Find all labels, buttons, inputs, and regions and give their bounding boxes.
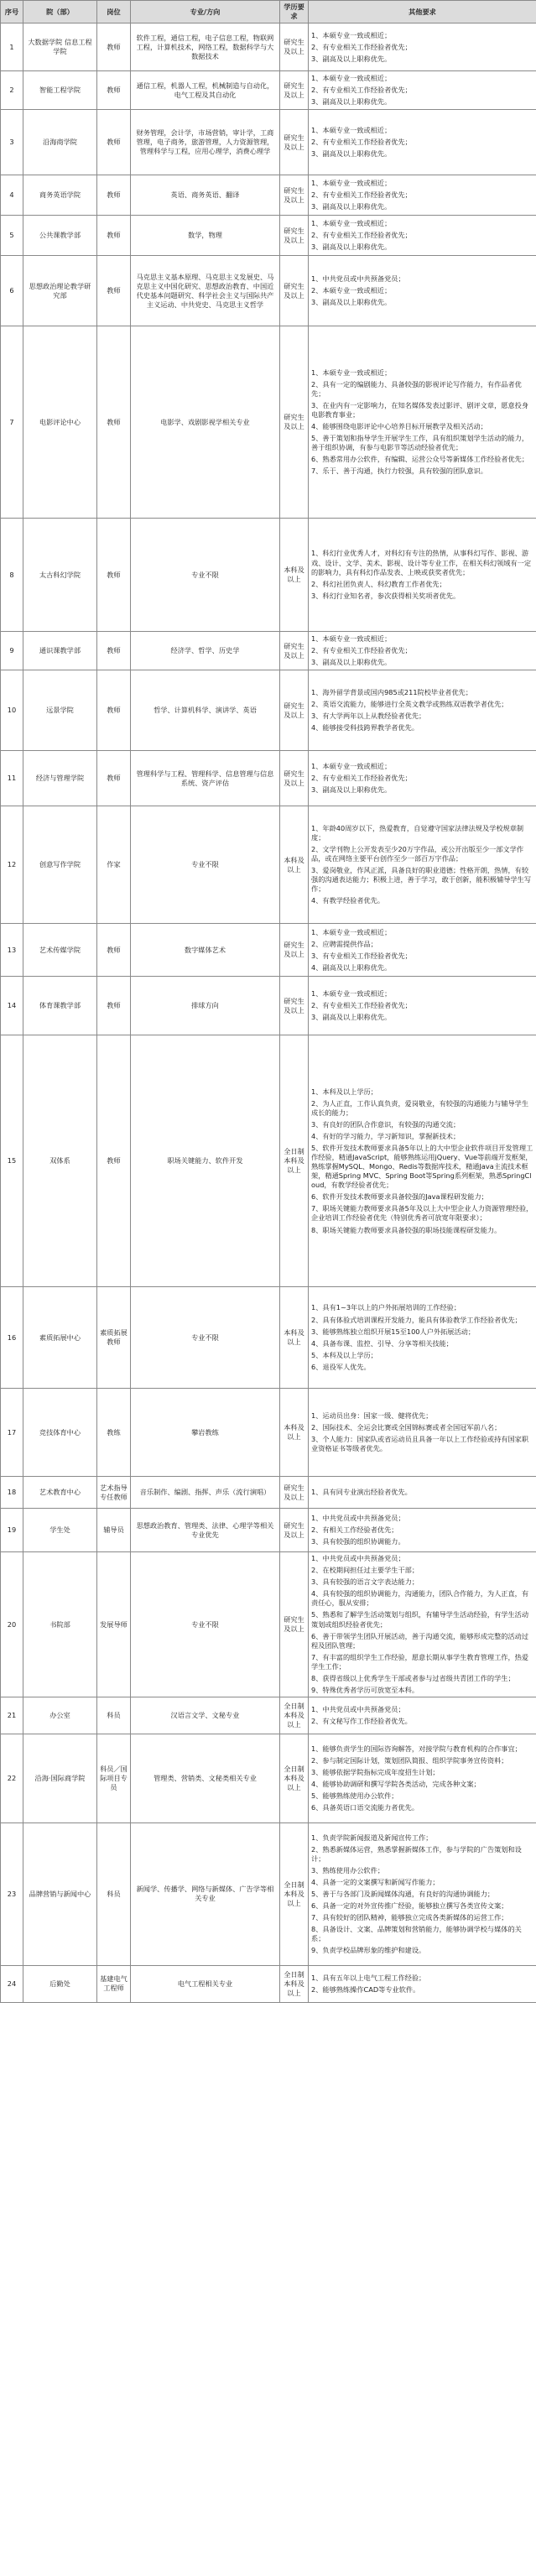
requirement-item: 3、副高及以上职称优先。 (311, 97, 392, 107)
requirement-item: 3、科幻行业知名者，参次获得相关奖项者优先。 (311, 591, 461, 600)
requirement-item: 1、中共党员或中共预备党员； (311, 1514, 405, 1523)
row-requirements (309, 632, 536, 670)
row-dept: 书院部 (23, 1552, 97, 1697)
row-requirements (309, 924, 536, 977)
row-dept: 思想政治理论教学研究部 (23, 256, 97, 326)
row-edu: 研究生及以上 (280, 175, 309, 216)
requirement-item: 1、具有1~3年以上的户外拓展培训的工作经验； (311, 1303, 461, 1312)
row-dept: 品牌营销与新闻中心 (23, 1822, 97, 1965)
row-major: 排球方向 (131, 977, 280, 1035)
table-header-row (1, 1, 536, 23)
row-post: 辅导员 (97, 1509, 131, 1552)
requirement-item: 1、科幻行业优秀人才，对科幻有专注的热情，从事科幻写作、影视、游戏、设计、文学、美术、影视、设计等专业工作，在相关科幻领域有一定的影响力，具有科幻作品发表、上映或获奖者优先； (311, 549, 532, 576)
row-no: 11 (1, 751, 23, 806)
row-requirements (309, 670, 536, 751)
requirement-item: 3、副高及以上职称优先。 (311, 242, 392, 252)
requirement-item: 1、本科及以上学历； (311, 1087, 377, 1096)
requirement-item: 7、乐于、善于沟通，执行力较强，具有较强的团队意识。 (311, 467, 487, 476)
requirement-item: 5、熟悉和了解学生活动策划与组织，有辅导学生活动经验，有学生活动策划或组织经验者优先； (311, 1610, 529, 1629)
row-edu: 全日制本科及以上 (280, 1965, 309, 2002)
row-dept: 学生处 (23, 1509, 97, 1552)
row-requirements (309, 175, 536, 216)
requirement-item: 2、具有体验式培训课程开发能力，能具有体验教学工作经验者优先； (311, 1315, 522, 1324)
row-edu: 研究生及以上 (280, 71, 309, 110)
requirement-item: 7、有丰富的组织学生工作经验，愿意长期从事学生教育管理工作，热爱学生工作； (311, 1652, 529, 1671)
requirement-item: 3、有大学两年以上从教经验者优先； (311, 712, 426, 721)
header-no: 序号 (1, 1, 23, 23)
row-major: 新闻学、传播学、网络与新媒体、广告学等相关专业 (131, 1822, 280, 1965)
requirement-item: 6、软件开发技术教师要求具备较强的Java课程研发能力； (311, 1192, 488, 1202)
row-post: 教师 (97, 751, 131, 806)
requirement-item: 1、负责学院新闻报道及新闻宣传工作； (311, 1833, 433, 1842)
row-edu: 全日制本科及以上 (280, 1035, 309, 1287)
requirement-item: 2、有专业相关工作经验者优先； (311, 646, 412, 655)
row-dept: 艺术传媒学院 (23, 924, 97, 977)
row-edu: 研究生及以上 (280, 23, 309, 71)
requirement-item: 1、运动员出身：国家一级、健将优先； (311, 1411, 433, 1420)
table-row (1, 175, 536, 216)
row-dept: 通识课教学部 (23, 632, 97, 670)
table-row (1, 1734, 536, 1822)
requirement-item: 6、具备英语口语交流能力者优先。 (311, 1803, 419, 1812)
requirement-item: 3、能够依据学院指标完成年度招生计划； (311, 1767, 440, 1776)
row-post: 教师 (97, 632, 131, 670)
requirement-item: 4、能够接受科技跨界教学者优先。 (311, 723, 419, 733)
requirement-item: 1、本硕专业一致或相近； (311, 989, 392, 999)
requirement-item: 7、具有较好的团队精神，能够独立完成各类新媒体的运营工作； (311, 1913, 508, 1922)
row-no: 21 (1, 1697, 23, 1734)
requirement-item: 3、爱岗敬业，作风正派，具备良好的职业道德；性格开朗，热情，有较强的沟通表达能力；积极上进，善于学习，敢于创新，能积极辅导学生写作； (311, 866, 532, 894)
requirement-item: 2、有专业相关工作经验者优先； (311, 231, 412, 240)
requirement-item: 3、副高及以上职称优先。 (311, 202, 392, 211)
requirement-item: 5、本科及以上学历； (311, 1350, 377, 1359)
row-no: 6 (1, 256, 23, 326)
row-major: 职场关键能力、软件开发 (131, 1035, 280, 1287)
row-requirements (309, 519, 536, 632)
requirement-item: 5、善于与各部门及新闻媒体沟通，有良好的沟通协调能力； (311, 1889, 495, 1898)
row-edu: 研究生及以上 (280, 751, 309, 806)
requirement-item: 1、具有同专业演出经验者优先。 (311, 1488, 412, 1497)
requirement-item: 9、特殊优秀者学历可放宽至本科。 (311, 1685, 419, 1694)
row-dept: 艺术教育中心 (23, 1477, 97, 1509)
requirement-item: 2、有专业相关工作经验者优先； (311, 42, 412, 51)
requirement-item: 3、个人能力：国家队或省运动员且具备一年以上工作经验或持有国家职业资格证书等级者优先。 (311, 1435, 529, 1453)
requirement-item: 8、获得省级以上优秀学生干部或者参与过省级共青团工作的学生； (311, 1673, 515, 1682)
table-row (1, 924, 536, 977)
row-major: 经济学、哲学、历史学 (131, 632, 280, 670)
row-no: 5 (1, 216, 23, 256)
row-no: 10 (1, 670, 23, 751)
row-major: 通信工程，机器人工程，机械制造与自动化，电气工程及其自动化 (131, 71, 280, 110)
requirement-item: 2、有专业相关工作经验者优先； (311, 86, 412, 95)
row-dept: 后勤处 (23, 1965, 97, 2002)
row-major: 专业不限 (131, 1552, 280, 1697)
row-dept: 竞技体育中心 (23, 1389, 97, 1477)
row-dept: 素质拓展中心 (23, 1287, 97, 1389)
requirement-item: 6、善于带领学生团队开展活动，善于沟通交流，能够形成完整的活动过程及团队管理； (311, 1631, 529, 1650)
requirement-item: 4、有好的学习能力，学习新知识，掌握新技术； (311, 1131, 461, 1140)
row-major: 马克思主义基本原理、马克思主义发展史、马克思主义中国化研究、思想政治教育、中国近代史基本问题研究、科学社会主义与国际共产主义运动、中共党史、马克思主义哲学 (131, 256, 280, 326)
requirement-item: 2、为人正直，工作认真负责，爱岗敬业，有较强的沟通能力与辅导学生成长的能力； (311, 1098, 529, 1117)
requirement-item: 2、有专业相关工作经验者优先； (311, 190, 412, 200)
requirement-item: 3、具有较强的组织协调能力。 (311, 1537, 405, 1546)
row-post: 教师 (97, 71, 131, 110)
row-no: 14 (1, 977, 23, 1035)
row-post: 教师 (97, 23, 131, 71)
row-dept: 公共课教学部 (23, 216, 97, 256)
row-dept: 太古科幻学院 (23, 519, 97, 632)
requirement-item: 3、熟练使用办公软件； (311, 1865, 385, 1875)
row-post: 作家 (97, 806, 131, 924)
requirement-item: 4、具备一定的文案撰写和新闻写作能力； (311, 1877, 440, 1886)
row-edu: 研究生及以上 (280, 1509, 309, 1552)
row-edu: 全日制本科及以上 (280, 1822, 309, 1965)
row-edu: 研究生及以上 (280, 1477, 309, 1509)
row-major: 管理类、营销类、文秘类相关专业 (131, 1734, 280, 1822)
table-row (1, 670, 536, 751)
requirement-item: 2、应聘需提供作品； (311, 939, 377, 948)
row-requirements (309, 71, 536, 110)
table-row (1, 216, 536, 256)
requirement-item: 1、本硕专业一致或相近； (311, 126, 392, 135)
requirement-item: 3、副高及以上职称优先。 (311, 1013, 392, 1022)
row-edu: 研究生及以上 (280, 632, 309, 670)
row-edu: 研究生及以上 (280, 977, 309, 1035)
row-major: 专业不限 (131, 1287, 280, 1389)
row-requirements (309, 1822, 536, 1965)
table-row (1, 806, 536, 924)
row-dept: 沿海商学院 (23, 110, 97, 175)
row-requirements (309, 256, 536, 326)
table-row (1, 1552, 536, 1697)
table-row (1, 110, 536, 175)
row-requirements (309, 23, 536, 71)
row-post: 教师 (97, 1035, 131, 1287)
row-post: 教师 (97, 670, 131, 751)
row-major: 汉语言文学、文秘专业 (131, 1697, 280, 1734)
requirement-item: 1、本硕专业一致或相近； (311, 30, 392, 39)
row-no: 2 (1, 71, 23, 110)
requirement-item: 6、熟悉常用办公软件，有编辑、运营公众号等新媒体工作经验者优先； (311, 455, 529, 464)
requirement-item: 4、具备布课、监控、引导、分享等相关技能； (311, 1338, 453, 1348)
requirement-item: 1、中共党员或中共预备党员； (311, 1554, 405, 1563)
row-dept: 远景学院 (23, 670, 97, 751)
table-row (1, 256, 536, 326)
row-requirements (309, 1389, 536, 1477)
row-no: 7 (1, 326, 23, 519)
table-row (1, 326, 536, 519)
row-requirements (309, 216, 536, 256)
requirement-item: 2、具有一定的编剧能力、具备较强的影视评论写作能力，有作品者优先； (311, 379, 522, 398)
requirement-item: 3、副高及以上职称优先。 (311, 54, 392, 63)
requirement-item: 2、能够熟练操作CAD等专业软件。 (311, 1984, 420, 1994)
requirement-item: 5、善于策划和指导学生开展学生工作，具有组织策划学生活动的能力，善于组织协调，有参与电影节等活动经验者优先； (311, 434, 529, 452)
requirement-item: 2、在校期间担任过主要学生干部； (311, 1566, 419, 1575)
row-post: 科员 (97, 1697, 131, 1734)
row-dept: 办公室 (23, 1697, 97, 1734)
table-row (1, 751, 536, 806)
header-reqs: 其他要求 (309, 1, 536, 23)
row-no: 16 (1, 1287, 23, 1389)
requirement-item: 4、有教学经验者优先。 (311, 896, 385, 905)
table-row (1, 632, 536, 670)
row-edu: 研究生及以上 (280, 256, 309, 326)
row-no: 15 (1, 1035, 23, 1287)
requirement-item: 1、本硕专业一致或相近； (311, 762, 392, 771)
row-dept: 电影评论中心 (23, 326, 97, 519)
row-dept: 双体系 (23, 1035, 97, 1287)
row-requirements (309, 1697, 536, 1734)
requirement-item: 1、中共党员或中共预备党员； (311, 274, 405, 284)
row-post: 教师 (97, 326, 131, 519)
row-requirements (309, 1477, 536, 1509)
requirement-item: 2、有文秘写作工作经验者优先。 (311, 1716, 412, 1725)
requirement-item: 2、有专业相关工作经验者优先； (311, 138, 412, 147)
table-body (1, 23, 536, 2003)
requirement-item: 2、有专业相关工作经验者优先； (311, 1001, 412, 1010)
requirement-item: 5、能够熟练使用办公软件； (311, 1791, 398, 1800)
row-major: 专业不限 (131, 519, 280, 632)
row-post: 科员／国际项目专员 (97, 1734, 131, 1822)
row-dept: 大数据学院 信息工程学院 (23, 23, 97, 71)
row-post: 教师 (97, 924, 131, 977)
row-no: 4 (1, 175, 23, 216)
header-dept: 院（部） (23, 1, 97, 23)
row-post: 发展导师 (97, 1552, 131, 1697)
requirement-item: 9、负责学校品牌形象的维护和建设。 (311, 1946, 426, 1955)
row-requirements (309, 806, 536, 924)
row-post: 教师 (97, 110, 131, 175)
header-post: 岗位 (97, 1, 131, 23)
requirement-item: 2、参与制定国际计划，策划团队简报、组织学院事务宣传资料； (311, 1755, 508, 1765)
row-major: 思想政治教育、管理类、法律、心理学等相关专业优先 (131, 1509, 280, 1552)
row-no: 23 (1, 1822, 23, 1965)
requirement-item: 6、退役军人优先。 (311, 1362, 371, 1371)
requirement-item: 7、职场关键能力教师要求具备5年及以上大中型企业人力资源管理经验，企业培训工作经验者优先（特别优秀者可放宽年限要求）； (311, 1204, 533, 1223)
requirement-item: 2、国际技术、全运会比赛或全国锦标赛或者全国冠军前八名； (311, 1423, 502, 1432)
requirement-item: 2、熟悉新媒体运营，熟悉掌握新媒体工作，参与学院的广告策划和设计； (311, 1844, 522, 1863)
row-no: 19 (1, 1509, 23, 1552)
row-major: 哲学、计算机科学、演讲学、英语 (131, 670, 280, 751)
row-no: 22 (1, 1734, 23, 1822)
row-edu: 研究生及以上 (280, 326, 309, 519)
row-requirements (309, 110, 536, 175)
row-no: 8 (1, 519, 23, 632)
row-requirements (309, 1287, 536, 1389)
requirement-item: 3、具有较强的语言文字表达能力； (311, 1577, 419, 1587)
table-row (1, 1965, 536, 2002)
row-edu: 全日制本科及以上 (280, 1734, 309, 1822)
requirement-item: 1、具有五年以上电气工程工作经验； (311, 1973, 426, 1982)
row-edu: 本科及以上 (280, 806, 309, 924)
row-post: 教师 (97, 216, 131, 256)
requirement-item: 3、有良好的团队合作意识，有较强的沟通交流； (311, 1119, 461, 1129)
row-edu: 本科及以上 (280, 1287, 309, 1389)
row-post: 教师 (97, 977, 131, 1035)
requirement-item: 6、具备一定的对外宣传推广经验，能够独立撰写各类宣传文案； (311, 1901, 508, 1910)
requirement-item: 1、年龄40周岁以下，热爱教育，自觉遵守国家法律法规及学校规章制度； (311, 823, 524, 842)
row-post: 科员 (97, 1822, 131, 1965)
header-major: 专业/方向 (131, 1, 280, 23)
requirement-item: 1、本硕专业一致或相近； (311, 74, 392, 83)
requirement-item: 3、副高及以上职称优先。 (311, 785, 392, 795)
table-row (1, 1509, 536, 1552)
row-post: 教练 (97, 1389, 131, 1477)
row-requirements (309, 1965, 536, 2002)
row-major: 专业不限 (131, 806, 280, 924)
header-edu: 学历要求 (280, 1, 309, 23)
row-no: 3 (1, 110, 23, 175)
row-major: 音乐制作、编剧、指挥、声乐（流行演唱） (131, 1477, 280, 1509)
table-row (1, 71, 536, 110)
row-major: 财务管理，会计学，市场营销，审计学，工商管理，电子商务，旅游管理，人力资源管理，管理科学与工程，应用心理学，消费心理学 (131, 110, 280, 175)
row-no: 20 (1, 1552, 23, 1697)
row-major: 攀岩教练 (131, 1389, 280, 1477)
row-dept: 体育课教学部 (23, 977, 97, 1035)
requirement-item: 2、英语交流能力，能够进行全英文教学或熟练双语教学者优先； (311, 700, 508, 709)
requirement-item: 1、本硕专业一致或相近； (311, 179, 392, 188)
requirement-item: 1、本硕专业一致或相近； (311, 634, 392, 644)
row-no: 17 (1, 1389, 23, 1477)
row-post: 艺术指导专任教师 (97, 1477, 131, 1509)
requirement-item: 1、中共党员或中共预备党员； (311, 1704, 405, 1713)
row-post: 教师 (97, 175, 131, 216)
row-requirements (309, 1734, 536, 1822)
row-dept: 沿海·国际商学院 (23, 1734, 97, 1822)
requirement-item: 4、能够协助调研和撰写学院各类活动，完成各种文案； (311, 1779, 481, 1788)
requirement-item: 1、本硕专业一致或相近； (311, 368, 392, 377)
requirement-item: 2、本硕专业一致或相近； (311, 286, 392, 295)
requirement-item: 1、本硕专业一致或相近； (311, 927, 392, 936)
requirement-item: 3、在业内有一定影响力，在知名媒体发表过影评、剧评文章，愿意投身电影教育事业； (311, 401, 529, 420)
row-no: 9 (1, 632, 23, 670)
row-requirements (309, 1552, 536, 1697)
table-row (1, 1822, 536, 1965)
row-requirements (309, 1509, 536, 1552)
row-no: 18 (1, 1477, 23, 1509)
requirement-item: 2、科幻社团负责人、科幻教育工作者优先； (311, 579, 446, 588)
row-edu: 研究生及以上 (280, 670, 309, 751)
requirement-item: 4、能够围绕电影评论中心培养目标开展教学及相关活动； (311, 422, 487, 431)
row-dept: 创意写作学院 (23, 806, 97, 924)
row-dept: 商务英语学院 (23, 175, 97, 216)
requirement-item: 2、文学刊物上公开发表至少20万字作品，或公开出版至少一部文学作品，或在网络主要平台创作至少一部百万字作品； (311, 845, 524, 863)
row-dept: 经济与管理学院 (23, 751, 97, 806)
row-edu: 研究生及以上 (280, 110, 309, 175)
requirement-item: 3、副高及以上职称优先。 (311, 298, 392, 307)
row-edu: 研究生及以上 (280, 924, 309, 977)
table-row (1, 977, 536, 1035)
row-requirements (309, 751, 536, 806)
row-major: 电气工程相关专业 (131, 1965, 280, 2002)
requirement-item: 1、本硕专业一致或相近； (311, 219, 392, 228)
requirement-item: 4、副高及以上职称优先。 (311, 962, 392, 972)
requirement-item: 8、职场关键能力教师要求具备较强的职场技能课程研发能力。 (311, 1225, 502, 1234)
row-dept: 智能工程学院 (23, 71, 97, 110)
row-requirements (309, 977, 536, 1035)
row-edu: 本科及以上 (280, 1389, 309, 1477)
table-row (1, 1287, 536, 1389)
requirement-item: 8、具备设计、文案、品牌策划和营销能力，能够协调学校与媒体的关系； (311, 1925, 522, 1943)
requirement-item: 4、具有较强的组织协调能力，沟通能力，团队合作能力，为人正直，有责任心，服从安排； (311, 1589, 529, 1608)
row-edu: 研究生及以上 (280, 1552, 309, 1697)
row-major: 数字媒体艺术 (131, 924, 280, 977)
table-row (1, 23, 536, 71)
row-major: 数学，物理 (131, 216, 280, 256)
requirement-item: 3、能够熟练独立组织开展15至100人户外拓展活动； (311, 1327, 476, 1336)
requirement-item: 1、海外留学背景或国内985或211院校毕业者优先； (311, 688, 473, 696)
table-row (1, 1389, 536, 1477)
row-requirements (309, 1035, 536, 1287)
row-post: 教师 (97, 519, 131, 632)
row-no: 1 (1, 23, 23, 71)
requirement-item: 2、有相关工作经验者优先； (311, 1525, 398, 1535)
row-edu: 全日制本科及以上 (280, 1697, 309, 1734)
requirement-item: 3、有专业相关工作经验者优先； (311, 951, 412, 960)
requirement-item: 1、能够负责学生的国际咨询解答，对接学院与教育机构的合作事宜； (311, 1744, 522, 1753)
table-row (1, 519, 536, 632)
row-major: 电影学、戏剧影视学相关专业 (131, 326, 280, 519)
row-post: 素质拓展教师 (97, 1287, 131, 1389)
row-edu: 研究生及以上 (280, 216, 309, 256)
row-requirements (309, 326, 536, 519)
table-row (1, 1035, 536, 1287)
row-no: 13 (1, 924, 23, 977)
row-post: 基建电气工程师 (97, 1965, 131, 2002)
row-major: 英语、商务英语、翻译 (131, 175, 280, 216)
row-major: 管理科学与工程、管理科学、信息管理与信息系统、资产评估 (131, 751, 280, 806)
row-post: 教师 (97, 256, 131, 326)
requirement-item: 3、副高及以上职称优先。 (311, 149, 392, 159)
table-row (1, 1477, 536, 1509)
row-no: 24 (1, 1965, 23, 2002)
table-row (1, 1697, 536, 1734)
requirement-item: 2、有专业相关工作经验者优先； (311, 774, 412, 783)
row-major: 软件工程，通信工程，电子信息工程，物联网工程，计算机技术，网络工程，数据科学与大数据技术 (131, 23, 280, 71)
requirement-item: 5、软件开发技术教师要求具备5年以上的大中型企业软件项目开发管理工作经验，精通JavaScript，能够熟练运用jQuery、Vue等前端开发框架，熟练掌握MySQL、Mongo、Redis等数据库技术，精通Java主流技术框架，精通Spring MVC、Spring Boot等Spring系列框架，熟悉SpringCloud，有教学经验者优先； (311, 1144, 533, 1190)
requirement-item: 3、副高及以上职称优先。 (311, 658, 392, 667)
row-no: 12 (1, 806, 23, 924)
row-edu: 本科及以上 (280, 519, 309, 632)
